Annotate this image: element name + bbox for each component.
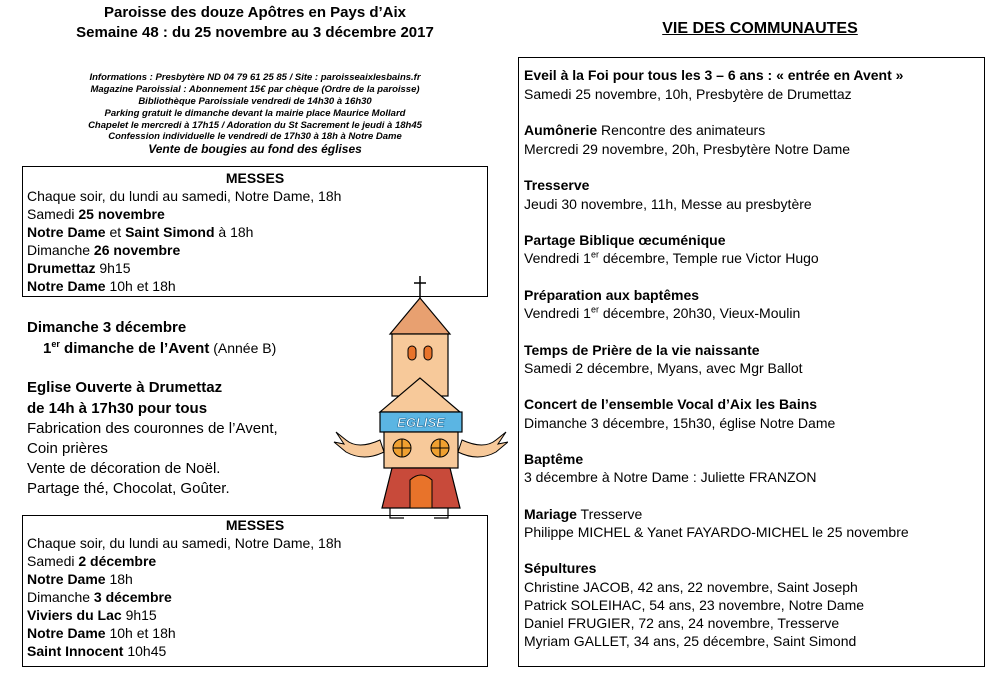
event-text: Dimanche 3 décembre, 15h30, église Notre Dame — [524, 415, 836, 431]
event-title: Baptême — [524, 451, 584, 467]
masses-line: Viviers du Lac 9h15 — [27, 607, 157, 623]
info-line-4: Parking gratuit le dimanche devant la mairie place Maurice Mollard — [104, 108, 406, 119]
masses-line: Chaque soir, du lundi au samedi, Notre Dame, 18h — [27, 188, 342, 204]
advent-line: 1er dimanche de l’Avent (Année B) — [43, 339, 277, 357]
masses-line: Dimanche 26 novembre — [27, 242, 181, 258]
activity-item: Vente de décoration de Noël. — [27, 460, 221, 477]
event-title: Sépultures — [524, 560, 597, 576]
activity-item: Coin prières — [27, 440, 108, 457]
masses-line: Samedi 25 novembre — [27, 206, 165, 222]
event-text: Samedi 25 novembre, 10h, Presbytère de Drumettaz — [524, 86, 852, 102]
info-line-5: Chapelet le mercredi à 17h15 / Adoration du St Sacrement le jeudi à 18h45 — [88, 120, 422, 131]
event-title: Aumônerie Rencontre des animateurs — [524, 122, 766, 138]
activity-item: Fabrication des couronnes de l’Avent, — [27, 420, 278, 437]
event-text: Vendredi 1er décembre, 20h30, Vieux-Moulin — [524, 304, 801, 321]
event-title: Partage Biblique œcuménique — [524, 232, 726, 248]
burial-item: Christine JACOB, 42 ans, 22 novembre, Saint Joseph — [524, 579, 858, 595]
masses-line: Drumettaz 9h15 — [27, 260, 131, 276]
burial-item: Patrick SOLEIHAC, 54 ans, 23 novembre, Notre Dame — [524, 597, 865, 613]
week-title: Semaine 48 : du 25 novembre au 3 décembre 2017 — [76, 24, 434, 41]
event-text: 3 décembre à Notre Dame : Juliette FRANZON — [524, 469, 817, 485]
parish-title: Paroisse des douze Apôtres en Pays d’Aix — [103, 4, 407, 21]
church-sign-text: EGLISE — [397, 415, 445, 430]
burial-item: Myriam GALLET, 34 ans, 25 décembre, Saint Simond — [524, 633, 857, 649]
info-line-3: Bibliothèque Paroissiale vendredi de 14h30 à 16h30 — [138, 96, 372, 107]
masses-line: Notre Dame 10h et 18h — [27, 278, 176, 294]
candles-note: Vente de bougies au fond des églises — [148, 142, 362, 156]
info-line-6: Confession individuelle le vendredi de 17h30 à 18h à Notre Dame — [108, 131, 402, 142]
info-line-2: Magazine Paroissial : Abonnement 15€ par chèque (Ordre de la paroisse) — [90, 84, 420, 95]
church-drawing — [328, 272, 508, 522]
masses-line: Notre Dame et Saint Simond à 18h — [27, 224, 254, 240]
open-church-hours: de 14h à 17h30 pour tous — [27, 400, 208, 417]
event-title: Préparation aux baptêmes — [524, 287, 700, 303]
event-title: Concert de l’ensemble Vocal d’Aix les Bains — [524, 396, 818, 412]
event-title: Tresserve — [524, 177, 590, 193]
info-line-1: Informations : Presbytère ND 04 79 61 25 85 / Site : paroisseaixlesbains.fr — [89, 72, 421, 83]
masses-line: Saint Innocent 10h45 — [27, 643, 167, 659]
open-church-title: Eglise Ouverte à Drumettaz — [27, 379, 223, 396]
event-text: Philippe MICHEL & Yanet FAYARDO-MICHEL le 25 novembre — [524, 524, 909, 540]
event-text: Vendredi 1er décembre, Temple rue Victor Hugo — [524, 249, 819, 266]
event-text: Mercredi 29 novembre, 20h, Presbytère Notre Dame — [524, 141, 851, 157]
event-text: Jeudi 30 novembre, 11h, Messe au presbytère — [524, 196, 812, 212]
masses-title: MESSES — [225, 517, 285, 533]
communities-title: VIE DES COMMUNAUTES — [662, 20, 858, 37]
activity-item: Partage thé, Chocolat, Goûter. — [27, 480, 230, 497]
masses-line: Samedi 2 décembre — [27, 553, 157, 569]
masses-line: Notre Dame 18h — [27, 571, 133, 587]
event-title: Temps de Prière de la vie naissante — [524, 342, 760, 358]
event-text: Samedi 2 décembre, Myans, avec Mgr Ballot — [524, 360, 803, 376]
masses-line: Dimanche 3 décembre — [27, 589, 172, 605]
event-title: Eveil à la Foi pour tous les 3 – 6 ans : « entrée en Avent » — [524, 67, 904, 83]
masses-line: Notre Dame 10h et 18h — [27, 625, 176, 641]
masses-title: MESSES — [225, 170, 285, 186]
sunday-date: Dimanche 3 décembre — [27, 319, 187, 336]
masses-line: Chaque soir, du lundi au samedi, Notre Dame, 18h — [27, 535, 342, 551]
masses-box-sunday — [22, 515, 488, 667]
event-title: Mariage Tresserve — [524, 506, 643, 522]
burial-item: Daniel FRUGIER, 72 ans, 24 novembre, Tresserve — [524, 615, 840, 631]
